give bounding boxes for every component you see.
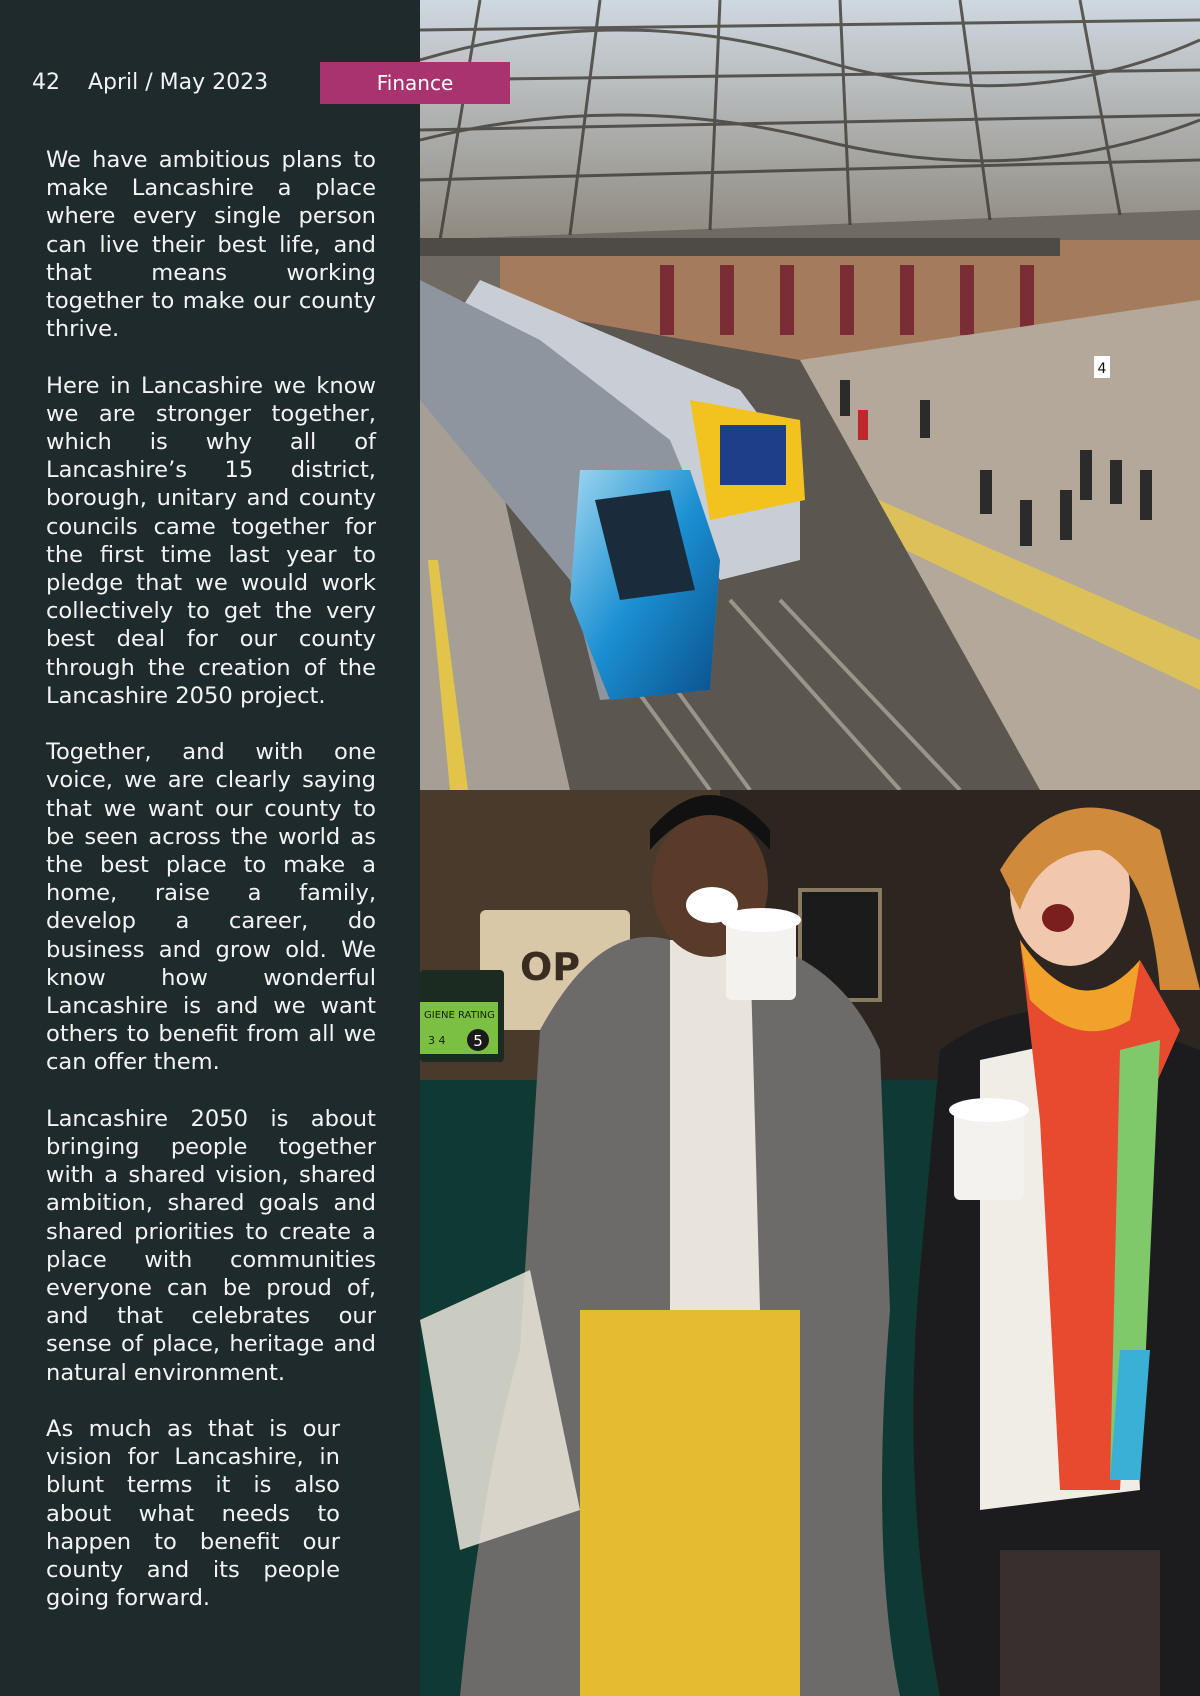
hygiene-label: GIENE RATING (424, 1010, 495, 1021)
platform-sign: 4 (1097, 361, 1107, 377)
paragraph: Lancashire 2050 is about bringing people together with a shared vision, shared ambition, shared goals and shared priorities to create a place with communities everyone can be proud of, and that celebrates our sense of place, heritage and natural environment. (46, 1105, 376, 1386)
text-column (0, 0, 420, 1696)
hygiene-score: 5 (473, 1032, 483, 1050)
section-tag: Finance (320, 62, 510, 104)
cafe-photo (420, 790, 1200, 1696)
page-number: 42 (32, 70, 60, 95)
hygiene-scale: 3 4 (428, 1034, 446, 1047)
paragraph: Together, and with one voice, we are clearly saying that we want our county to be seen across the world as the best place to make a home, raise a family, develop a career, do business and grow old. We know how wonderful Lancashire is and we want others to benefit from all we can offer them. (46, 739, 376, 1076)
article-body (46, 146, 376, 1641)
issue-date: April / May 2023 (88, 70, 269, 95)
train-station-photo (420, 0, 1200, 790)
paragraph: Here in Lancashire we know we are stronger together, which is why all of Lancashire’s 15 district, borough, unitary and county councils came together for the first time last year to pledge that we would work collectively to get the very best deal for our county through the creation of the Lancashire 2050 project. (46, 372, 376, 709)
shop-sign: OP (520, 945, 581, 989)
paragraph: As much as that is our vision for Lancashire, in blunt terms it is also about what needs to happen to benefit our county and its people going forward. (46, 1416, 340, 1612)
paragraph: We have ambitious plans to make Lancashire a place where every single person can live their best life, and that means working together to make our county thrive. (46, 147, 376, 343)
